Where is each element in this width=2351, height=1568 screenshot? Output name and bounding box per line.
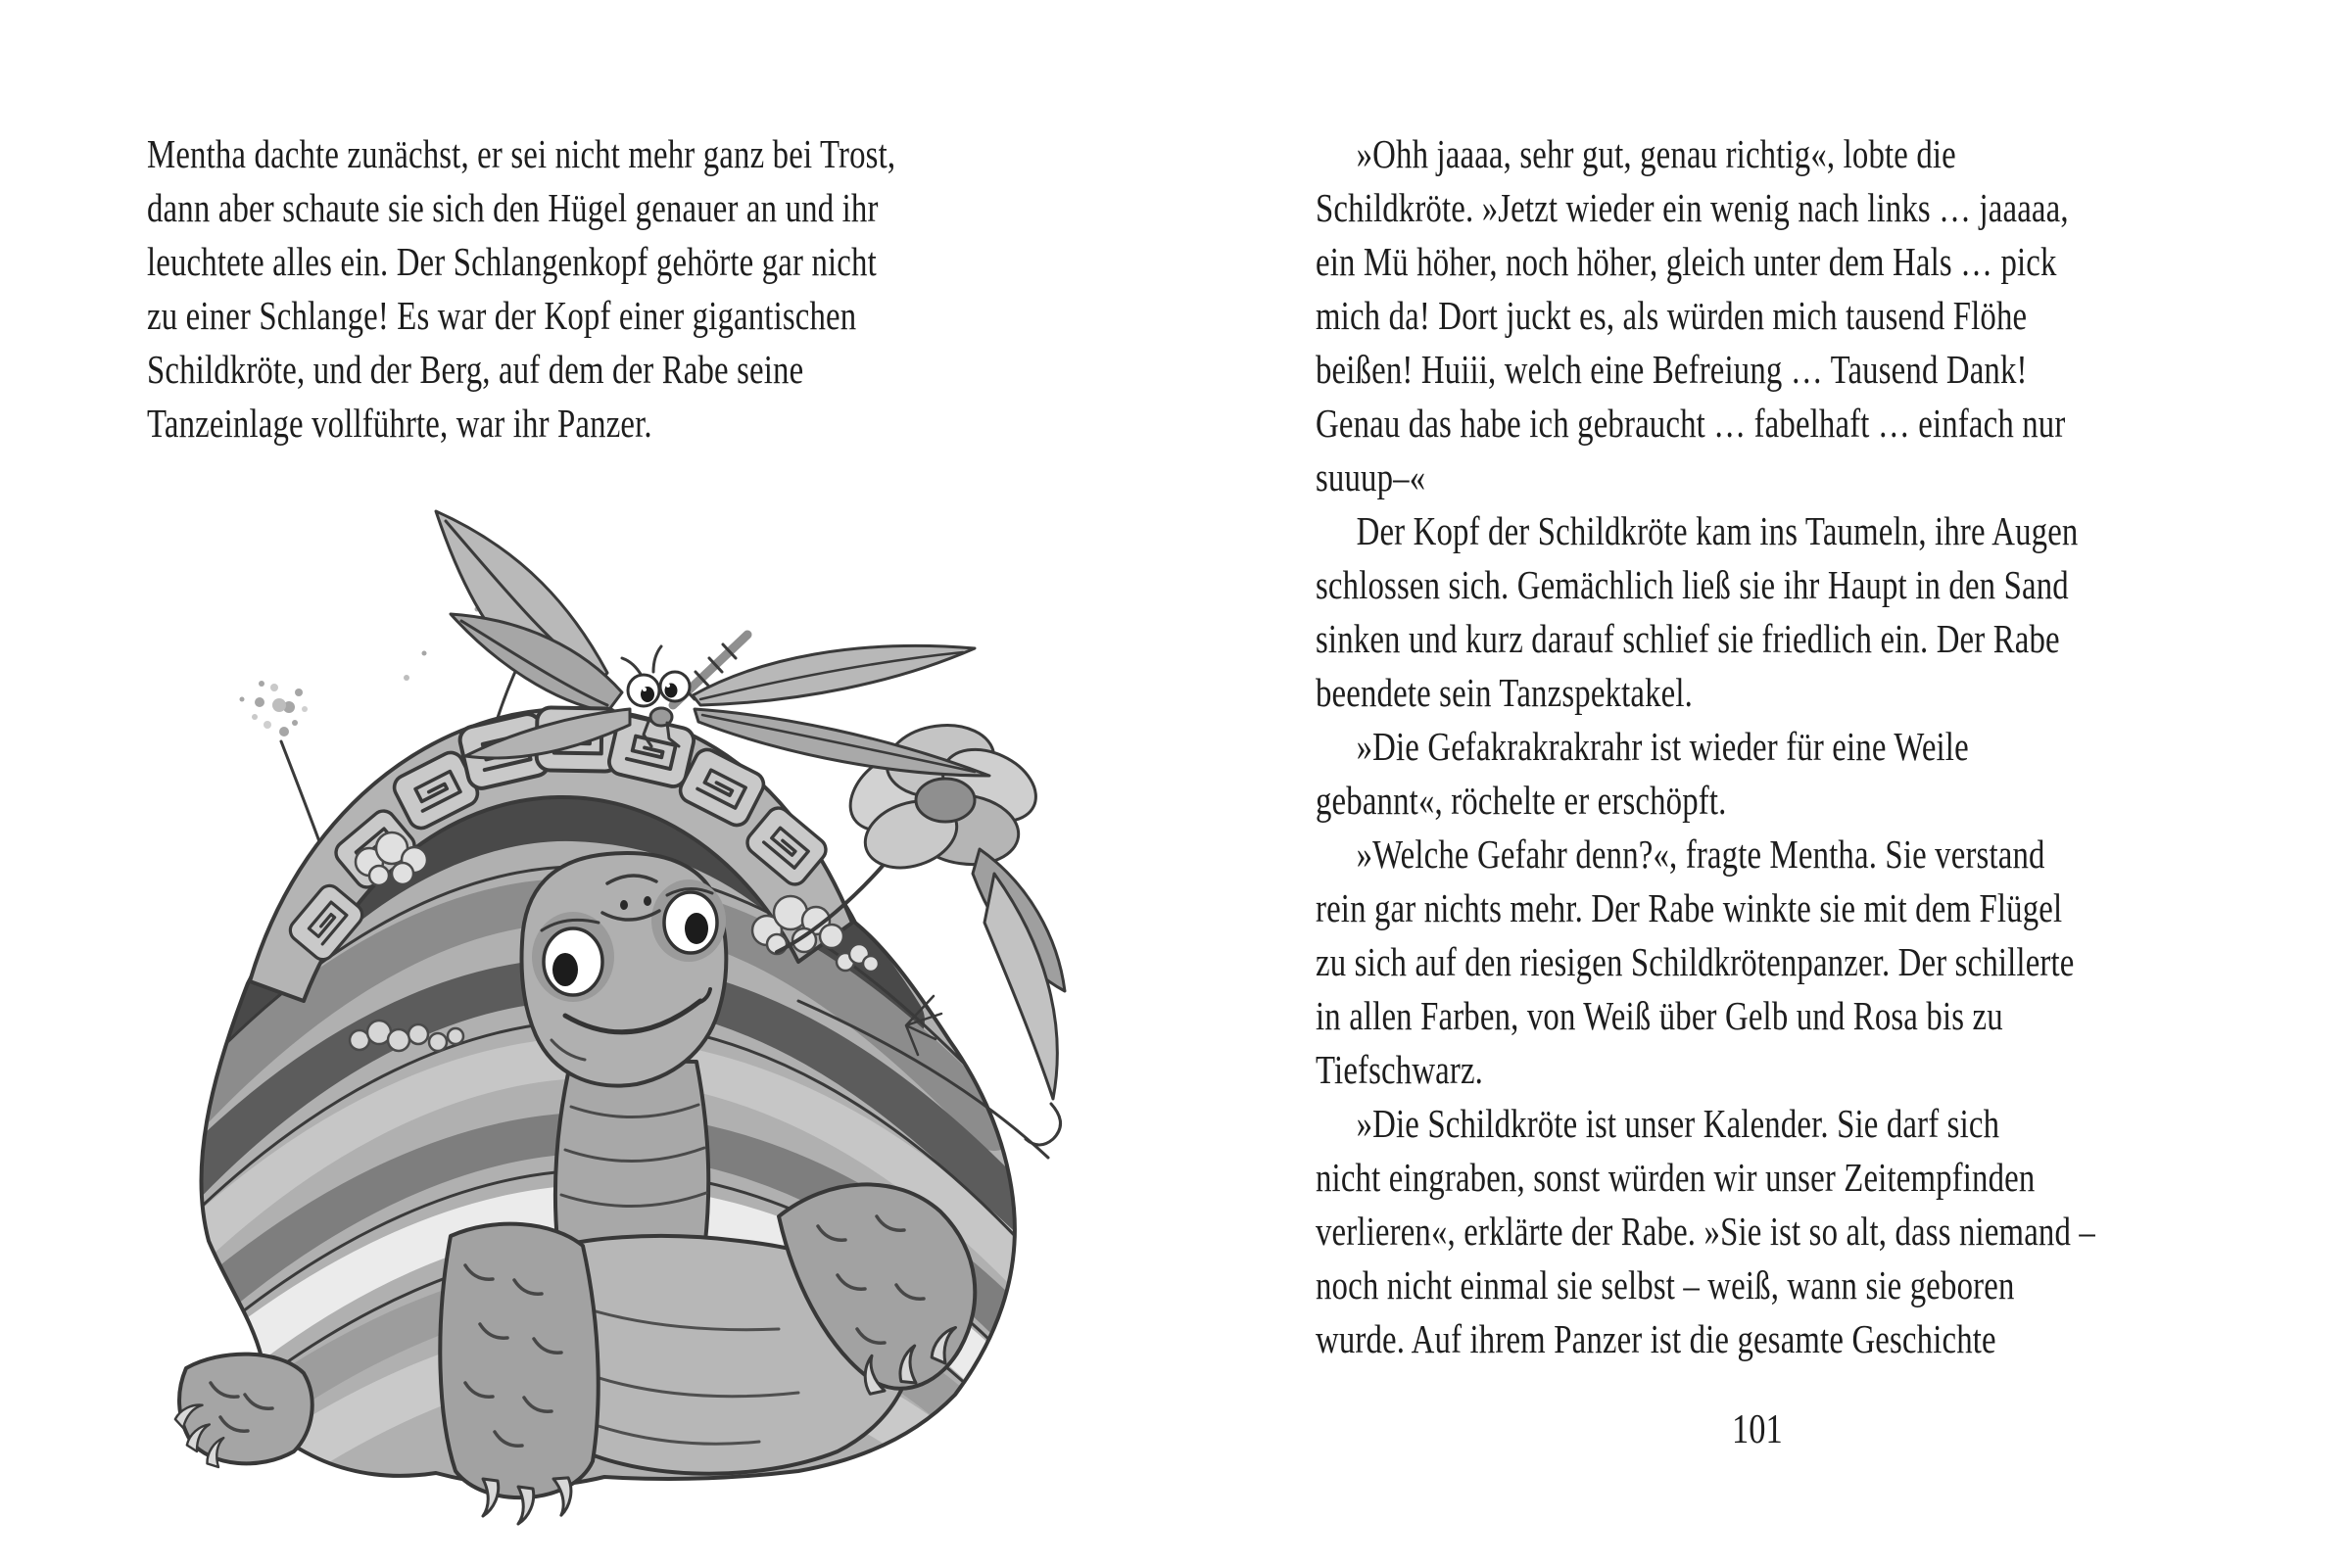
text-line: nicht eingraben, sonst würden wir unser Zeitempfinden	[1316, 1155, 2036, 1200]
text-line: leuchtete alles ein. Der Schlangenkopf gehörte gar nicht	[147, 239, 877, 284]
text-line: zu sich auf den riesigen Schildkrötenpanzer. Der schillerte	[1316, 939, 2075, 984]
text-line: in allen Farben, von Weiß über Gelb und Rosa bis zu	[1316, 993, 2003, 1038]
text-line: suuup–«	[1316, 454, 1426, 499]
text-line: wurde. Auf ihrem Panzer ist die gesamte Geschichte	[1316, 1316, 1996, 1361]
leaves-top	[436, 511, 622, 712]
text-line: »Welche Gefahr denn?«, fragte Mentha. Sie verstand	[1356, 832, 2045, 877]
left-page-text	[147, 127, 895, 451]
text-line: schlossen sich. Gemächlich ließ sie ihr Haupt in den Sand	[1316, 562, 2069, 607]
right-page-text	[1316, 127, 2095, 1366]
text-line: Schildkröte, und der Berg, auf dem der Rabe seine	[147, 347, 804, 392]
text-line: Der Kopf der Schildkröte kam ins Taumeln, ihre Augen	[1356, 508, 2079, 553]
text-line: Tanzeinlage vollführte, war ihr Panzer.	[147, 401, 652, 446]
turtle-illustration	[113, 452, 1112, 1559]
text-line: »Ohh jaaaa, sehr gut, genau richtig«, lobte die	[1356, 131, 1956, 176]
text-line: »Die Schildkröte ist unser Kalender. Sie darf sich	[1356, 1101, 2000, 1146]
page-number: 101	[1732, 1407, 1783, 1452]
turtle-head	[522, 853, 727, 1085]
text-line: rein gar nichts mehr. Der Rabe winkte sie mit dem Flügel	[1316, 885, 2063, 930]
turtle-front-left-leg	[440, 1224, 598, 1524]
text-line: ein Mü höher, noch höher, gleich unter dem Hals … pick	[1316, 239, 2057, 284]
text-line: mich da! Dort juckt es, als würden mich tausend Flöhe	[1316, 293, 2028, 338]
text-line: beendete sein Tanzspektakel.	[1316, 670, 1693, 715]
text-line: noch nicht einmal sie selbst – weiß, wann sie geboren	[1316, 1262, 2015, 1307]
text-line: zu einer Schlange! Es war der Kopf einer gigantischen	[147, 293, 857, 338]
text-line: gebannt«, röchelte er erschöpft.	[1316, 778, 1727, 823]
text-line: »Die Gefakrakrakrahr ist wieder für eine Weile	[1356, 724, 1969, 769]
text-line: dann aber schaute sie sich den Hügel genauer an und ihr	[147, 185, 879, 230]
text-line: Mentha dachte zunächst, er sei nicht mehr ganz bei Trost,	[147, 131, 896, 176]
text-line: Genau das habe ich gebraucht … fabelhaft … einfach nur	[1316, 401, 2066, 446]
text-line: sinken und kurz darauf schlief sie friedlich ein. Der Rabe	[1316, 616, 2060, 661]
turtle-rear-left-foot	[173, 1354, 312, 1467]
text-line: Schildkröte. »Jetzt wieder ein wenig nach links … jaaaaa,	[1316, 185, 2069, 230]
text-line: Tiefschwarz.	[1316, 1047, 1484, 1092]
text-line: verlieren«, erklärte der Rabe. »Sie ist so alt, dass niemand –	[1316, 1209, 2095, 1254]
text-line: beißen! Huiii, welch eine Befreiung … Tausend Dank!	[1316, 347, 2028, 392]
